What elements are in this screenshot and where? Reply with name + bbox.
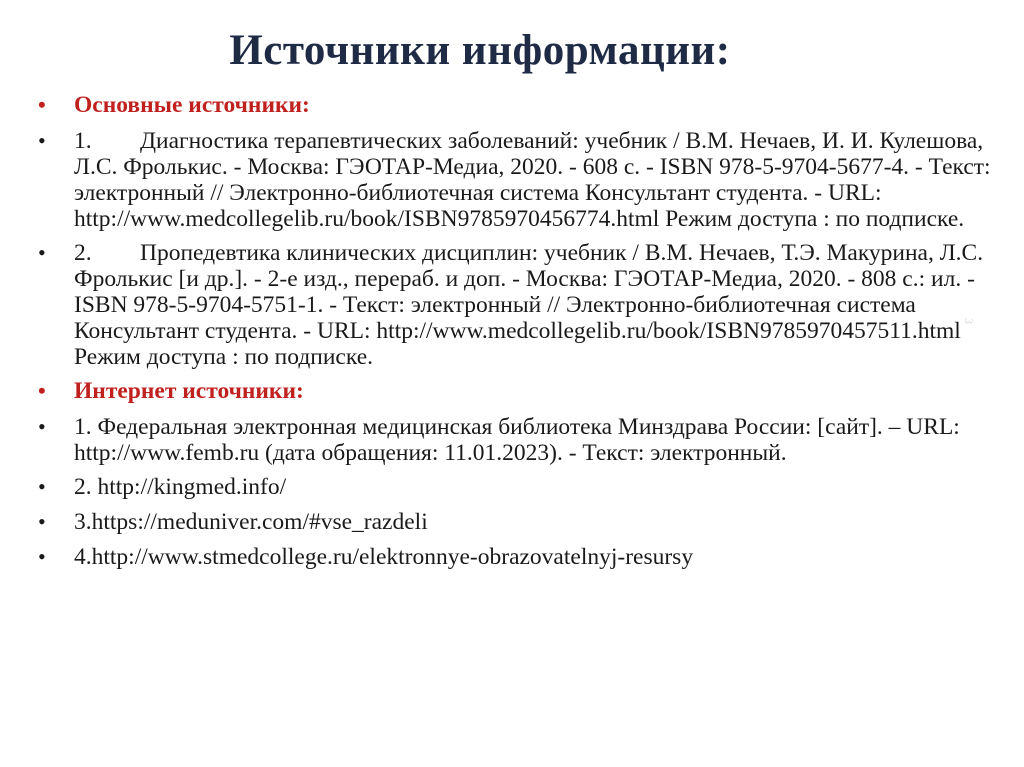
bullet-icon: • <box>38 414 46 439</box>
slide-page-number: 3 <box>962 318 976 324</box>
main-source-item-2 <box>36 240 996 370</box>
bullet-icon: • <box>38 509 46 534</box>
main-sources-heading <box>36 92 996 118</box>
item-text: 1. Федеральная электронная медицинская библиотека Минздрава России: [сайт]. – URL: http://www.femb.ru (дата обращения: 11.01.2023). - Текст: электронный. <box>74 414 960 466</box>
item-number: 1. <box>74 128 92 154</box>
item-link-text[interactable]: 2. http://kingmed.info/ <box>74 474 287 500</box>
bullet-icon: • <box>38 128 46 153</box>
bullet-icon: • <box>38 544 46 569</box>
item-link-text[interactable]: 3.https://meduniver.com/#vse_razdeli <box>74 509 428 535</box>
bullet-icon: • <box>38 92 46 117</box>
bullet-icon: • <box>38 474 46 499</box>
item-text: Пропедевтика клинических дисциплин: учебник / В.М. Нечаев, Т.Э. Макурина, Л.С. Фролькис [и др.]. - 2-е изд., перераб. и доп. - Москва: ГЭОТАР-Медиа, 2020. - 808 с.: ил. - ISBN 978-5-9704-5751-1. - Текст: электронный // Электронно-библиотечная система Консультант студента. - URL: http://www.medcollegelib.ru/book/ISBN9785970457511.html Режим доступа : по подписке. <box>74 240 984 370</box>
sources-list <box>36 92 996 579</box>
heading-text: Основные источники: <box>74 92 310 118</box>
internet-source-item-2[interactable] <box>36 474 996 500</box>
slide-title: Источники информации: <box>229 27 731 74</box>
internet-source-item-1 <box>36 414 996 466</box>
internet-sources-heading <box>36 378 996 404</box>
item-text: Диагностика терапевтических заболеваний: учебник / В.М. Нечаев, И. И. Кулешова, Л.С. Фролькис. - Москва: ГЭОТАР-Медиа, 2020. - 608 с. - ISBN 978-5-9704-5677-4. - Текст: электронный // Электронно-библиотечная система Консультант студента. - URL: http://www.medcollegelib.ru/book/ISBN9785970456774.html Режим доступа : по подписке. <box>74 128 991 232</box>
bullet-icon: • <box>38 240 46 265</box>
bullet-icon: • <box>38 378 46 403</box>
item-number: 2. <box>74 240 92 266</box>
heading-text: Интернет источники: <box>74 378 304 404</box>
main-source-item-1 <box>36 128 996 232</box>
item-link-text[interactable]: 4.http://www.stmedcollege.ru/elektronnye-obrazovatelnyj-resursy <box>74 544 694 570</box>
internet-source-item-3[interactable] <box>36 509 996 535</box>
internet-source-item-4[interactable] <box>36 544 996 570</box>
